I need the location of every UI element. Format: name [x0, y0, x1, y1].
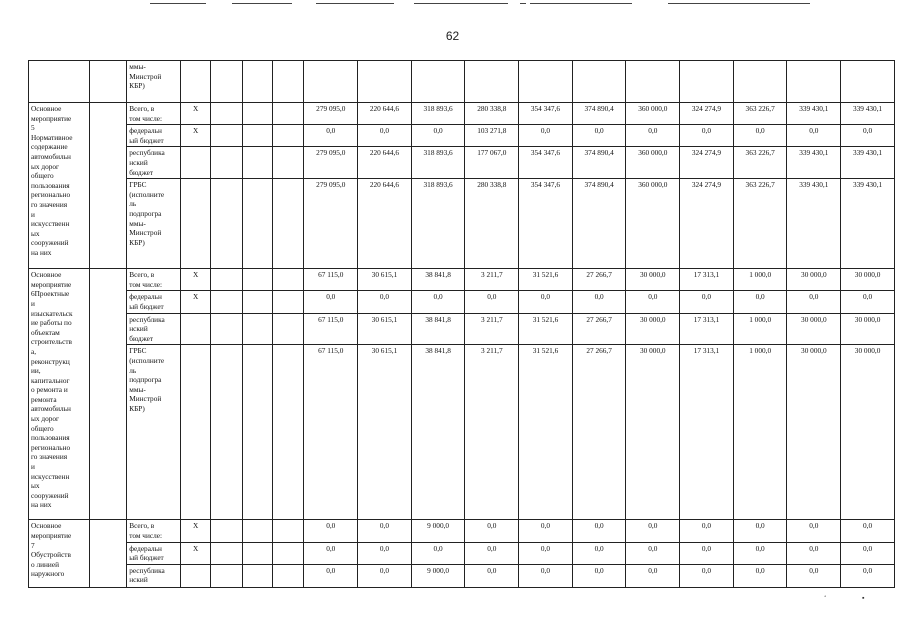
top-rule-2 [232, 3, 292, 4]
empty-cell [242, 313, 272, 345]
value-cell: 0,0 [411, 542, 465, 564]
empty-cell [211, 179, 242, 269]
table-row [29, 564, 895, 587]
value-cell: 3 211,7 [465, 269, 519, 291]
value-cell [787, 61, 841, 103]
x-mark-cell: X [180, 291, 210, 313]
value-cell: 0,0 [358, 125, 412, 147]
value-cell: 30 000,0 [841, 269, 895, 291]
table-row [29, 542, 895, 564]
empty-cell [211, 520, 242, 542]
table-row [29, 179, 895, 269]
empty-cell [211, 61, 242, 103]
table-row [29, 520, 895, 542]
value-cell: 67 115,0 [304, 269, 358, 291]
value-cell [841, 61, 895, 103]
value-cell: 30 615,1 [358, 269, 412, 291]
value-cell: 0,0 [358, 542, 412, 564]
value-cell: 38 841,8 [411, 269, 465, 291]
value-cell: 0,0 [358, 520, 412, 542]
value-cell: 1 000,0 [733, 269, 787, 291]
value-cell: 3 211,7 [465, 345, 519, 520]
value-cell: 1 000,0 [733, 345, 787, 520]
source-label-cell: федеральн ый бюджет [127, 291, 181, 313]
value-cell: 354 347,6 [519, 147, 573, 179]
value-cell: 67 115,0 [304, 313, 358, 345]
value-cell: 0,0 [519, 564, 573, 587]
source-label-cell: республика нский [127, 564, 181, 587]
value-cell: 31 521,6 [519, 269, 573, 291]
value-cell: 30 000,0 [626, 313, 680, 345]
empty-cell [242, 520, 272, 542]
value-cell: 374 890,4 [572, 103, 626, 125]
value-cell: 360 000,0 [626, 103, 680, 125]
value-cell: 339 430,1 [787, 179, 841, 269]
empty-cell [273, 345, 304, 520]
value-cell: 279 095,0 [304, 103, 358, 125]
table-row [29, 345, 895, 520]
x-mark-cell: X [180, 269, 210, 291]
empty-cell [242, 147, 272, 179]
empty-cell [211, 542, 242, 564]
top-rule-3 [316, 3, 394, 4]
value-cell: 0,0 [572, 542, 626, 564]
top-rule-1 [150, 3, 206, 4]
empty-cell [211, 313, 242, 345]
value-cell: 374 890,4 [572, 147, 626, 179]
value-cell: 0,0 [733, 520, 787, 542]
value-cell: 9 000,0 [411, 564, 465, 587]
value-cell: 220 644,6 [358, 103, 412, 125]
value-cell: 0,0 [680, 125, 734, 147]
event-name-cell: Основное мероприятие 6Проектные и изыскательск ие работы по объектам строительств а, реконструкц ии, капитальног о ремонта и ремонта автомобильн ых дорог общего пользования регионально го значения и искусственн ых сооружений на них [29, 269, 90, 520]
value-cell: 0,0 [358, 564, 412, 587]
empty-cell [273, 61, 304, 103]
value-cell: 354 347,6 [519, 103, 573, 125]
empty-cell [273, 147, 304, 179]
value-cell: 360 000,0 [626, 147, 680, 179]
value-cell: 324 274,9 [680, 103, 734, 125]
value-cell: 30 000,0 [841, 345, 895, 520]
x-mark-cell: X [180, 542, 210, 564]
value-cell: 1 000,0 [733, 313, 787, 345]
table-row [29, 269, 895, 291]
value-cell: 0,0 [680, 564, 734, 587]
value-cell: 0,0 [626, 564, 680, 587]
empty-cell [89, 269, 126, 520]
value-cell: 360 000,0 [626, 179, 680, 269]
corner-mark-1: ‘ [824, 594, 827, 602]
value-cell: 354 347,6 [519, 179, 573, 269]
value-cell: 0,0 [519, 125, 573, 147]
empty-cell [242, 179, 272, 269]
value-cell: 0,0 [680, 542, 734, 564]
source-label-cell: ГРБС (исполните ль подпрогра ммы- Минстрой КБР) [127, 345, 181, 520]
value-cell: 279 095,0 [304, 179, 358, 269]
table-row [29, 125, 895, 147]
value-cell: 31 521,6 [519, 345, 573, 520]
value-cell: 0,0 [626, 125, 680, 147]
empty-cell [273, 179, 304, 269]
value-cell: 0,0 [572, 564, 626, 587]
value-cell [572, 61, 626, 103]
value-cell: 318 893,6 [411, 103, 465, 125]
value-cell: 9 000,0 [411, 520, 465, 542]
value-cell: 318 893,6 [411, 179, 465, 269]
x-mark-cell [180, 147, 210, 179]
value-cell: 0,0 [626, 291, 680, 313]
value-cell: 0,0 [787, 542, 841, 564]
value-cell: 30 000,0 [787, 345, 841, 520]
empty-cell [273, 291, 304, 313]
value-cell: 0,0 [787, 291, 841, 313]
value-cell [680, 61, 734, 103]
value-cell: 0,0 [841, 291, 895, 313]
table-row [29, 313, 895, 345]
empty-cell [242, 542, 272, 564]
x-mark-cell [180, 179, 210, 269]
value-cell: 30 000,0 [841, 313, 895, 345]
value-cell: 324 274,9 [680, 147, 734, 179]
corner-mark-2: ▪ [862, 594, 865, 602]
value-cell: 177 067,0 [465, 147, 519, 179]
source-label-cell: республика нский бюджет [127, 147, 181, 179]
value-cell: 0,0 [680, 520, 734, 542]
x-mark-cell [180, 564, 210, 587]
value-cell: 0,0 [841, 125, 895, 147]
value-cell: 324 274,9 [680, 179, 734, 269]
empty-cell [211, 269, 242, 291]
empty-cell [273, 269, 304, 291]
value-cell [411, 61, 465, 103]
empty-cell [273, 125, 304, 147]
value-cell: 0,0 [411, 291, 465, 313]
value-cell: 0,0 [787, 564, 841, 587]
top-rule-5 [520, 3, 526, 4]
value-cell: 30 000,0 [626, 345, 680, 520]
value-cell: 17 313,1 [680, 345, 734, 520]
source-label-cell: федеральн ый бюджет [127, 542, 181, 564]
value-cell: 0,0 [572, 125, 626, 147]
empty-cell [242, 103, 272, 125]
x-mark-cell [180, 61, 210, 103]
value-cell: 0,0 [841, 520, 895, 542]
event-name-cell: Основное мероприятие 5 Нормативное содержание автомобильн ых дорог общего пользования регионально го значения и искусственн ых сооружений на них [29, 103, 90, 269]
value-cell: 38 841,8 [411, 345, 465, 520]
value-cell: 30 000,0 [787, 313, 841, 345]
empty-cell [211, 345, 242, 520]
value-cell: 339 430,1 [841, 147, 895, 179]
source-label-cell: Всего, в том числе: [127, 269, 181, 291]
budget-table [28, 60, 895, 588]
value-cell: 280 338,8 [465, 179, 519, 269]
source-label-cell: ммы- Минстрой КБР) [127, 61, 181, 103]
x-mark-cell [180, 313, 210, 345]
value-cell: 0,0 [304, 542, 358, 564]
value-cell: 27 266,7 [572, 269, 626, 291]
value-cell: 0,0 [733, 125, 787, 147]
value-cell: 0,0 [733, 564, 787, 587]
value-cell: 0,0 [733, 542, 787, 564]
value-cell: 0,0 [304, 125, 358, 147]
value-cell: 3 211,7 [465, 313, 519, 345]
value-cell: 0,0 [304, 291, 358, 313]
value-cell: 339 430,1 [787, 103, 841, 125]
value-cell: 220 644,6 [358, 147, 412, 179]
value-cell: 0,0 [465, 520, 519, 542]
value-cell: 363 226,7 [733, 103, 787, 125]
x-mark-cell: X [180, 125, 210, 147]
value-cell: 0,0 [626, 520, 680, 542]
value-cell: 67 115,0 [304, 345, 358, 520]
x-mark-cell [180, 345, 210, 520]
value-cell: 0,0 [304, 520, 358, 542]
value-cell: 280 338,8 [465, 103, 519, 125]
empty-cell [89, 61, 126, 103]
value-cell: 0,0 [465, 564, 519, 587]
value-cell: 0,0 [841, 564, 895, 587]
source-label-cell: ГРБС (исполните ль подпрогра ммы- Минстрой КБР) [127, 179, 181, 269]
table-row [29, 103, 895, 125]
value-cell: 0,0 [519, 542, 573, 564]
event-name-cell: Основное мероприятие 7 Обустройств о линией наружного [29, 520, 90, 587]
value-cell: 30 000,0 [787, 269, 841, 291]
value-cell: 27 266,7 [572, 313, 626, 345]
value-cell: 0,0 [733, 291, 787, 313]
x-mark-cell: X [180, 520, 210, 542]
value-cell: 17 313,1 [680, 269, 734, 291]
x-mark-cell: X [180, 103, 210, 125]
top-rule-4 [414, 3, 508, 4]
value-cell: 0,0 [519, 520, 573, 542]
source-label-cell: республика нский бюджет [127, 313, 181, 345]
empty-cell [242, 61, 272, 103]
value-cell: 339 430,1 [841, 179, 895, 269]
value-cell: 0,0 [465, 291, 519, 313]
empty-cell [242, 291, 272, 313]
empty-cell [273, 564, 304, 587]
value-cell: 0,0 [787, 125, 841, 147]
value-cell: 339 430,1 [841, 103, 895, 125]
value-cell: 0,0 [572, 520, 626, 542]
value-cell [304, 61, 358, 103]
value-cell: 279 095,0 [304, 147, 358, 179]
value-cell: 220 644,6 [358, 179, 412, 269]
value-cell: 103 271,8 [465, 125, 519, 147]
empty-cell [89, 520, 126, 587]
event-name-cell [29, 61, 90, 103]
value-cell [358, 61, 412, 103]
value-cell: 30 615,1 [358, 345, 412, 520]
value-cell: 0,0 [841, 542, 895, 564]
value-cell: 0,0 [411, 125, 465, 147]
page-number: 62 [445, 29, 460, 43]
value-cell: 0,0 [519, 291, 573, 313]
empty-cell [211, 125, 242, 147]
source-label-cell: Всего, в том числе: [127, 520, 181, 542]
value-cell: 0,0 [680, 291, 734, 313]
empty-cell [273, 313, 304, 345]
source-label-cell: федеральн ый бюджет [127, 125, 181, 147]
empty-cell [211, 103, 242, 125]
value-cell: 374 890,4 [572, 179, 626, 269]
empty-cell [242, 564, 272, 587]
value-cell: 0,0 [572, 291, 626, 313]
table-row [29, 147, 895, 179]
empty-cell [273, 103, 304, 125]
value-cell: 0,0 [787, 520, 841, 542]
empty-cell [242, 125, 272, 147]
empty-cell [242, 345, 272, 520]
value-cell: 339 430,1 [787, 147, 841, 179]
empty-cell [211, 291, 242, 313]
empty-cell [89, 103, 126, 269]
empty-cell [242, 269, 272, 291]
value-cell: 27 266,7 [572, 345, 626, 520]
source-label-cell: Всего, в том числе: [127, 103, 181, 125]
value-cell: 363 226,7 [733, 147, 787, 179]
empty-cell [211, 564, 242, 587]
value-cell: 318 893,6 [411, 147, 465, 179]
value-cell [519, 61, 573, 103]
value-cell [465, 61, 519, 103]
table-row [29, 291, 895, 313]
top-rule-6 [530, 3, 632, 4]
value-cell: 0,0 [465, 542, 519, 564]
value-cell [626, 61, 680, 103]
empty-cell [211, 147, 242, 179]
value-cell: 0,0 [358, 291, 412, 313]
value-cell: 30 615,1 [358, 313, 412, 345]
value-cell: 363 226,7 [733, 179, 787, 269]
empty-cell [273, 542, 304, 564]
value-cell: 17 313,1 [680, 313, 734, 345]
table-row [29, 61, 895, 103]
value-cell [733, 61, 787, 103]
value-cell: 0,0 [626, 542, 680, 564]
value-cell: 31 521,6 [519, 313, 573, 345]
value-cell: 30 000,0 [626, 269, 680, 291]
value-cell: 0,0 [304, 564, 358, 587]
value-cell: 38 841,8 [411, 313, 465, 345]
top-rule-7 [668, 3, 810, 4]
empty-cell [273, 520, 304, 542]
